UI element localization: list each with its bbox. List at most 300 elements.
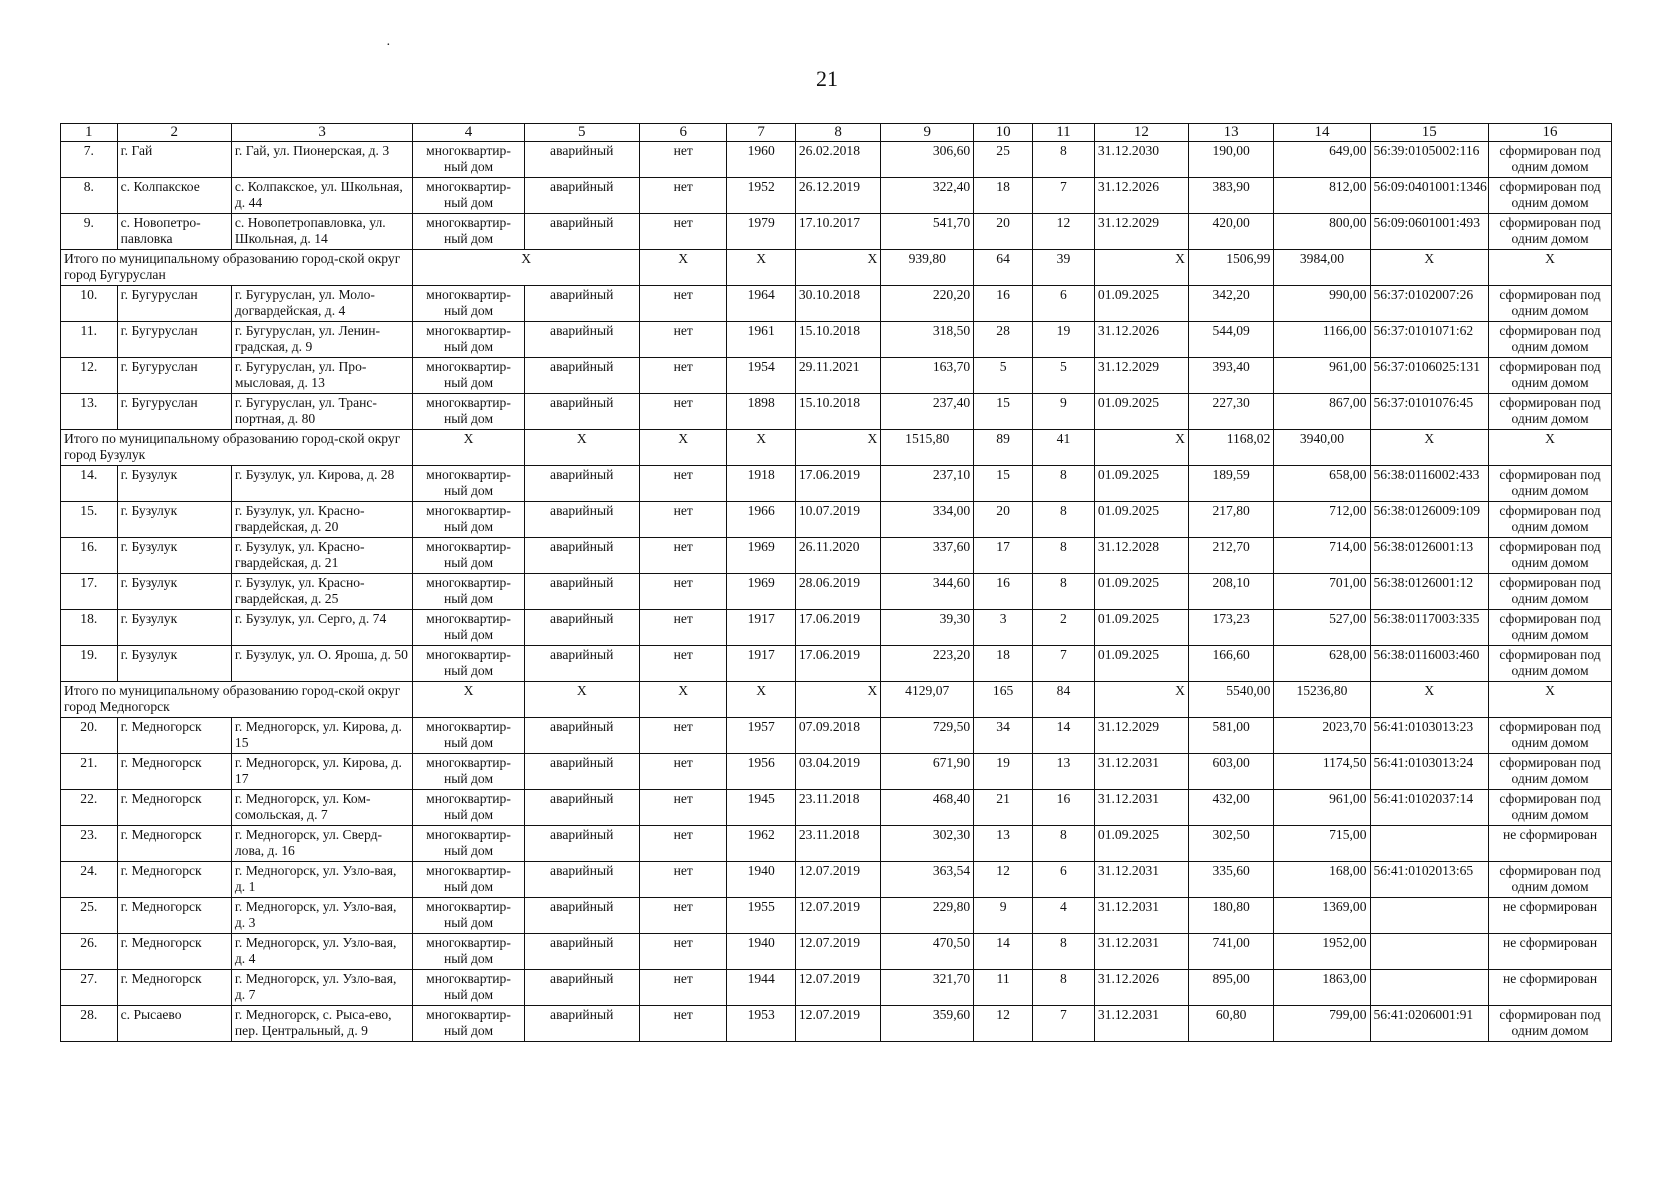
table-cell: 180,80 [1188, 898, 1273, 934]
table-cell: 1174,50 [1274, 754, 1370, 790]
table-cell: многоквартир-ный дом [413, 502, 524, 538]
subtotal-cell: 3940,00 [1274, 430, 1370, 466]
table-cell: 12 [974, 1006, 1033, 1042]
table-cell: 56:41:0103013:24 [1370, 754, 1489, 790]
table-cell: г. Бузулук, ул. Серго, д. 74 [231, 610, 413, 646]
table-cell: 01.09.2025 [1094, 646, 1188, 682]
column-header: 6 [639, 124, 727, 142]
table-cell: аварийный [524, 646, 639, 682]
table-cell: нет [639, 502, 727, 538]
table-cell: 649,00 [1274, 142, 1370, 178]
table-cell: 229,80 [881, 898, 974, 934]
subtotal-cell: Х [639, 682, 727, 718]
table-cell: 8. [61, 178, 118, 214]
table-row [61, 862, 1612, 898]
table-cell: 17. [61, 574, 118, 610]
table-cell: с. Рысаево [117, 1006, 231, 1042]
subtotal-cell: 5540,00 [1188, 682, 1273, 718]
table-cell: 7 [1032, 1006, 1094, 1042]
table-cell: 56:37:0101071:62 [1370, 322, 1489, 358]
table-cell: г. Медногорск, ул. Узло-вая, д. 7 [231, 970, 413, 1006]
table-cell: 990,00 [1274, 286, 1370, 322]
table-cell: г. Бугуруслан, ул. Моло-догвардейская, д. 4 [231, 286, 413, 322]
subtotal-cell: 15236,80 [1274, 682, 1370, 718]
table-cell: 16 [974, 574, 1033, 610]
table-cell: 07.09.2018 [795, 718, 880, 754]
table-cell: 541,70 [881, 214, 974, 250]
table-cell: 56:39:0105002:116 [1370, 142, 1489, 178]
table-cell: 31.12.2030 [1094, 142, 1188, 178]
table-cell: сформирован под одним домом [1489, 394, 1612, 430]
table-cell: сформирован под одним домом [1489, 142, 1612, 178]
table-cell: 10. [61, 286, 118, 322]
table-cell: 1945 [727, 790, 795, 826]
subtotal-cell: Х [413, 682, 524, 718]
subtotal-cell: Х [727, 430, 795, 466]
subtotal-cell: 89 [974, 430, 1033, 466]
table-cell: 3 [974, 610, 1033, 646]
subtotal-cell: 3984,00 [1274, 250, 1370, 286]
column-header: 16 [1489, 124, 1612, 142]
table-cell: 14. [61, 466, 118, 502]
table-cell: г. Медногорск [117, 754, 231, 790]
table-cell: 741,00 [1188, 934, 1273, 970]
table-cell: г. Бузулук [117, 574, 231, 610]
table-cell: 334,00 [881, 502, 974, 538]
table-cell: сформирован под одним домом [1489, 610, 1612, 646]
column-header: 2 [117, 124, 231, 142]
table-cell: г. Бугуруслан [117, 394, 231, 430]
table-cell: многоквартир-ный дом [413, 538, 524, 574]
table-cell: 21. [61, 754, 118, 790]
table-cell: 671,90 [881, 754, 974, 790]
table-cell: 9. [61, 214, 118, 250]
table-cell: многоквартир-ный дом [413, 754, 524, 790]
subtotal-cell: Х [727, 682, 795, 718]
subtotal-cell: 64 [974, 250, 1033, 286]
table-cell: 7. [61, 142, 118, 178]
table-cell: 344,60 [881, 574, 974, 610]
table-cell: 17 [974, 538, 1033, 574]
table-cell: 712,00 [1274, 502, 1370, 538]
table-cell: 13. [61, 394, 118, 430]
table-cell: сформирован под одним домом [1489, 754, 1612, 790]
table-cell: 12.07.2019 [795, 898, 880, 934]
table-cell: аварийный [524, 754, 639, 790]
subtotal-cell: Х [1489, 430, 1612, 466]
table-row [61, 574, 1612, 610]
table-cell: 19 [1032, 322, 1094, 358]
table-cell: 56:41:0102013:65 [1370, 862, 1489, 898]
table-row [61, 322, 1612, 358]
table-cell: многоквартир-ный дом [413, 286, 524, 322]
table-cell: г. Медногорск, ул. Узло-вая, д. 4 [231, 934, 413, 970]
table-cell: нет [639, 970, 727, 1006]
table-row [61, 358, 1612, 394]
table-cell: 10.07.2019 [795, 502, 880, 538]
column-header: 15 [1370, 124, 1489, 142]
table-cell: нет [639, 754, 727, 790]
table-cell: 1960 [727, 142, 795, 178]
table-cell: 9 [974, 898, 1033, 934]
table-cell: 56:41:0102037:14 [1370, 790, 1489, 826]
table-cell: 17.06.2019 [795, 610, 880, 646]
table-cell: нет [639, 1006, 727, 1042]
table-cell: 867,00 [1274, 394, 1370, 430]
table-cell: сформирован под одним домом [1489, 790, 1612, 826]
table-cell [1370, 934, 1489, 970]
table-cell: 420,00 [1188, 214, 1273, 250]
table-cell: 468,40 [881, 790, 974, 826]
table-cell: 470,50 [881, 934, 974, 970]
table-cell: 12.07.2019 [795, 1006, 880, 1042]
table-cell: 302,30 [881, 826, 974, 862]
table-cell: г. Медногорск [117, 934, 231, 970]
table-cell: аварийный [524, 790, 639, 826]
table-cell: 1954 [727, 358, 795, 394]
table-cell: многоквартир-ный дом [413, 322, 524, 358]
table-cell: многоквартир-ный дом [413, 1006, 524, 1042]
subtotal-cell: 39 [1032, 250, 1094, 286]
column-header: 7 [727, 124, 795, 142]
subtotal-cell: Х [1489, 250, 1612, 286]
table-cell: г. Бузулук, ул. Красно-гвардейская, д. 25 [231, 574, 413, 610]
subtotal-cell: 84 [1032, 682, 1094, 718]
table-cell: г. Бузулук, ул. Кирова, д. 28 [231, 466, 413, 502]
column-header: 1 [61, 124, 118, 142]
table-cell: г. Бугуруслан, ул. Про-мысловая, д. 13 [231, 358, 413, 394]
table-cell: г. Бузулук [117, 466, 231, 502]
table-cell: 1898 [727, 394, 795, 430]
table-cell: г. Бугуруслан [117, 286, 231, 322]
table-cell: не сформирован [1489, 826, 1612, 862]
subtotal-cell: Х [413, 430, 524, 466]
table-cell: г. Медногорск [117, 718, 231, 754]
table-cell: 544,09 [1188, 322, 1273, 358]
table-cell: 15.10.2018 [795, 322, 880, 358]
table-cell: сформирован под одним домом [1489, 322, 1612, 358]
table-cell: сформирован под одним домом [1489, 466, 1612, 502]
table-cell: 56:38:0116002:433 [1370, 466, 1489, 502]
table-cell: нет [639, 214, 727, 250]
table-cell: 15 [974, 394, 1033, 430]
table-cell: 383,90 [1188, 178, 1273, 214]
subtotal-cell: Х [1094, 682, 1188, 718]
table-cell: многоквартир-ный дом [413, 862, 524, 898]
table-cell: 23.11.2018 [795, 826, 880, 862]
table-cell: 8 [1032, 826, 1094, 862]
table-cell: 26.02.2018 [795, 142, 880, 178]
table-cell: 9 [1032, 394, 1094, 430]
table-cell: 26.11.2020 [795, 538, 880, 574]
table-cell: 15 [974, 466, 1033, 502]
table-cell: г. Медногорск, ул. Узло-вая, д. 3 [231, 898, 413, 934]
table-cell: нет [639, 826, 727, 862]
table-cell: 363,54 [881, 862, 974, 898]
table-cell: 31.12.2029 [1094, 718, 1188, 754]
table-cell: 56:41:0103013:23 [1370, 718, 1489, 754]
table-cell: 603,00 [1188, 754, 1273, 790]
table-cell: 12. [61, 358, 118, 394]
table-cell: аварийный [524, 718, 639, 754]
table-cell: сформирован под одним домом [1489, 538, 1612, 574]
table-row [61, 934, 1612, 970]
table-cell: сформирован под одним домом [1489, 646, 1612, 682]
table-cell: 28.06.2019 [795, 574, 880, 610]
table-row [61, 142, 1612, 178]
table-cell: не сформирован [1489, 970, 1612, 1006]
table-cell: 5 [1032, 358, 1094, 394]
subtotal-cell: Х [524, 430, 639, 466]
subtotal-label: Итого по муниципальному образованию город-ской округ город Бузулук [61, 430, 413, 466]
table-cell: многоквартир-ный дом [413, 790, 524, 826]
table-cell: 16 [1032, 790, 1094, 826]
table-cell: г. Бугуруслан [117, 322, 231, 358]
table-cell: 24. [61, 862, 118, 898]
table-cell: 16 [974, 286, 1033, 322]
table-cell: 8 [1032, 466, 1094, 502]
table-cell: 25. [61, 898, 118, 934]
table-cell [1370, 826, 1489, 862]
subtotal-cell: Х [524, 682, 639, 718]
table-cell: 18. [61, 610, 118, 646]
table-cell: 729,50 [881, 718, 974, 754]
subtotal-row [61, 682, 1612, 718]
table-cell: г. Гай, ул. Пионерская, д. 3 [231, 142, 413, 178]
subtotal-cell: Х [413, 250, 639, 286]
table-cell: многоквартир-ный дом [413, 718, 524, 754]
table-cell: 01.09.2025 [1094, 466, 1188, 502]
table-cell: аварийный [524, 178, 639, 214]
table-cell: сформирован под одним домом [1489, 862, 1612, 898]
table-cell: г. Медногорск, ул. Кирова, д. 17 [231, 754, 413, 790]
table-cell: г. Медногорск, ул. Кирова, д. 15 [231, 718, 413, 754]
table-cell: г. Бугуруслан [117, 358, 231, 394]
table-cell [1370, 898, 1489, 934]
table-body [61, 124, 1612, 1042]
table-cell: 1955 [727, 898, 795, 934]
table-cell: аварийный [524, 502, 639, 538]
table-cell: аварийный [524, 1006, 639, 1042]
column-header: 9 [881, 124, 974, 142]
table-cell: 393,40 [1188, 358, 1273, 394]
table-cell: 190,00 [1188, 142, 1273, 178]
table-cell: многоквартир-ный дом [413, 934, 524, 970]
table-cell: 56:38:0126001:12 [1370, 574, 1489, 610]
table-cell: 15. [61, 502, 118, 538]
table-cell: 2023,70 [1274, 718, 1370, 754]
table-cell: сформирован под одним домом [1489, 286, 1612, 322]
table-row [61, 178, 1612, 214]
table-cell: аварийный [524, 142, 639, 178]
table-cell [1370, 970, 1489, 1006]
table-cell: 7 [1032, 178, 1094, 214]
table-cell: многоквартир-ный дом [413, 466, 524, 502]
table-cell: 15.10.2018 [795, 394, 880, 430]
table-cell: г. Бугуруслан, ул. Ленин-градская, д. 9 [231, 322, 413, 358]
table-cell: 56:37:0102007:26 [1370, 286, 1489, 322]
column-header: 14 [1274, 124, 1370, 142]
table-cell: 17.06.2019 [795, 466, 880, 502]
table-cell: сформирован под одним домом [1489, 718, 1612, 754]
table-cell: 701,00 [1274, 574, 1370, 610]
table-cell: 13 [974, 826, 1033, 862]
table-cell: не сформирован [1489, 898, 1612, 934]
table-cell: 56:38:0126001:13 [1370, 538, 1489, 574]
table-cell: 237,40 [881, 394, 974, 430]
table-cell: 1944 [727, 970, 795, 1006]
table-cell: с. Новопетро-павловка [117, 214, 231, 250]
table-cell: 13 [1032, 754, 1094, 790]
table-row [61, 754, 1612, 790]
table-cell: 12 [974, 862, 1033, 898]
table-row [61, 466, 1612, 502]
table-cell: 2 [1032, 610, 1094, 646]
table-cell: 23. [61, 826, 118, 862]
table-cell: аварийный [524, 826, 639, 862]
table-cell: 1961 [727, 322, 795, 358]
table-cell: 25 [974, 142, 1033, 178]
table-cell: аварийный [524, 898, 639, 934]
table-cell: аварийный [524, 574, 639, 610]
subtotal-cell: Х [1094, 430, 1188, 466]
table-row [61, 394, 1612, 430]
subtotal-cell: Х [1094, 250, 1188, 286]
table-cell: 14 [1032, 718, 1094, 754]
table-cell: 28. [61, 1006, 118, 1042]
table-cell: 12 [1032, 214, 1094, 250]
table-cell: 56:41:0206001:91 [1370, 1006, 1489, 1042]
table-cell: 19 [974, 754, 1033, 790]
table-cell: 31.12.2031 [1094, 934, 1188, 970]
table-cell: 19. [61, 646, 118, 682]
table-cell: г. Бузулук, ул. О. Яроша, д. 50 [231, 646, 413, 682]
table-cell: 302,50 [1188, 826, 1273, 862]
table-cell: 337,60 [881, 538, 974, 574]
table-cell: аварийный [524, 358, 639, 394]
table-cell: 60,80 [1188, 1006, 1273, 1042]
table-cell: 1918 [727, 466, 795, 502]
table-cell: аварийный [524, 322, 639, 358]
subtotal-cell: Х [1489, 682, 1612, 718]
table-cell: с. Новопетропавловка, ул. Школьная, д. 14 [231, 214, 413, 250]
table-cell: 1969 [727, 538, 795, 574]
table-cell: 22. [61, 790, 118, 826]
table-cell: 56:38:0126009:109 [1370, 502, 1489, 538]
table-cell: нет [639, 898, 727, 934]
subtotal-cell: 939,80 [881, 250, 974, 286]
table-cell: 8 [1032, 142, 1094, 178]
table-cell: нет [639, 862, 727, 898]
table-cell: аварийный [524, 394, 639, 430]
table-cell: нет [639, 358, 727, 394]
table-cell: 18 [974, 646, 1033, 682]
table-cell: г. Бузулук, ул. Красно-гвардейская, д. 21 [231, 538, 413, 574]
table-cell: 1964 [727, 286, 795, 322]
table-cell: нет [639, 538, 727, 574]
table-cell: 8 [1032, 574, 1094, 610]
table-cell: нет [639, 790, 727, 826]
table-cell: 31.12.2031 [1094, 898, 1188, 934]
table-cell: 31.12.2026 [1094, 970, 1188, 1006]
table-row [61, 718, 1612, 754]
table-cell: многоквартир-ный дом [413, 394, 524, 430]
table-cell: сформирован под одним домом [1489, 574, 1612, 610]
table-cell: 212,70 [1188, 538, 1273, 574]
subtotal-cell: Х [795, 682, 880, 718]
table-cell: многоквартир-ный дом [413, 142, 524, 178]
column-header: 10 [974, 124, 1033, 142]
column-header: 5 [524, 124, 639, 142]
table-cell: нет [639, 178, 727, 214]
table-row [61, 970, 1612, 1006]
table-cell: нет [639, 610, 727, 646]
table-cell: 318,50 [881, 322, 974, 358]
table-cell: аварийный [524, 610, 639, 646]
table-cell: 14 [974, 934, 1033, 970]
table-cell: 1979 [727, 214, 795, 250]
table-cell: сформирован под одним домом [1489, 502, 1612, 538]
table-cell: сформирован под одним домом [1489, 1006, 1612, 1042]
subtotal-row [61, 430, 1612, 466]
table-cell: г. Бузулук [117, 502, 231, 538]
table-cell: аварийный [524, 286, 639, 322]
table-cell: с. Колпакское, ул. Школьная, д. 44 [231, 178, 413, 214]
subtotal-cell: Х [1370, 682, 1489, 718]
table-cell: 03.04.2019 [795, 754, 880, 790]
column-header: 4 [413, 124, 524, 142]
table-cell: 432,00 [1188, 790, 1273, 826]
table-cell: г. Бугуруслан, ул. Транс-портная, д. 80 [231, 394, 413, 430]
header-row [61, 124, 1612, 142]
table-cell: многоквартир-ный дом [413, 898, 524, 934]
table-cell: сформирован под одним домом [1489, 214, 1612, 250]
table-cell: 8 [1032, 970, 1094, 1006]
table-cell: с. Колпакское [117, 178, 231, 214]
table-cell: 8 [1032, 538, 1094, 574]
table-cell: 31.12.2026 [1094, 322, 1188, 358]
table-cell: 16. [61, 538, 118, 574]
table-cell: 01.09.2025 [1094, 394, 1188, 430]
table-cell: 31.12.2028 [1094, 538, 1188, 574]
table-cell: 1369,00 [1274, 898, 1370, 934]
subtotal-cell: 4129,07 [881, 682, 974, 718]
subtotal-cell: 1168,02 [1188, 430, 1273, 466]
table-cell: 1952 [727, 178, 795, 214]
table-cell: 1863,00 [1274, 970, 1370, 1006]
table-cell: 18 [974, 178, 1033, 214]
table-cell: 56:37:0101076:45 [1370, 394, 1489, 430]
table-cell: 31.12.2026 [1094, 178, 1188, 214]
table-cell: многоквартир-ный дом [413, 826, 524, 862]
table-cell: 799,00 [1274, 1006, 1370, 1042]
table-cell: г. Медногорск [117, 898, 231, 934]
subtotal-row [61, 250, 1612, 286]
table-cell: 527,00 [1274, 610, 1370, 646]
table-cell: 20 [974, 502, 1033, 538]
subtotal-cell: Х [1370, 430, 1489, 466]
table-cell: 1962 [727, 826, 795, 862]
subtotal-cell: 1506,99 [1188, 250, 1273, 286]
table-cell: г. Медногорск [117, 826, 231, 862]
table-cell: 20 [974, 214, 1033, 250]
table-cell: 23.11.2018 [795, 790, 880, 826]
table-cell: 1917 [727, 610, 795, 646]
table-cell: 01.09.2025 [1094, 826, 1188, 862]
table-cell: многоквартир-ный дом [413, 970, 524, 1006]
column-header: 12 [1094, 124, 1188, 142]
table-cell: г. Медногорск, ул. Узло-вая, д. 1 [231, 862, 413, 898]
